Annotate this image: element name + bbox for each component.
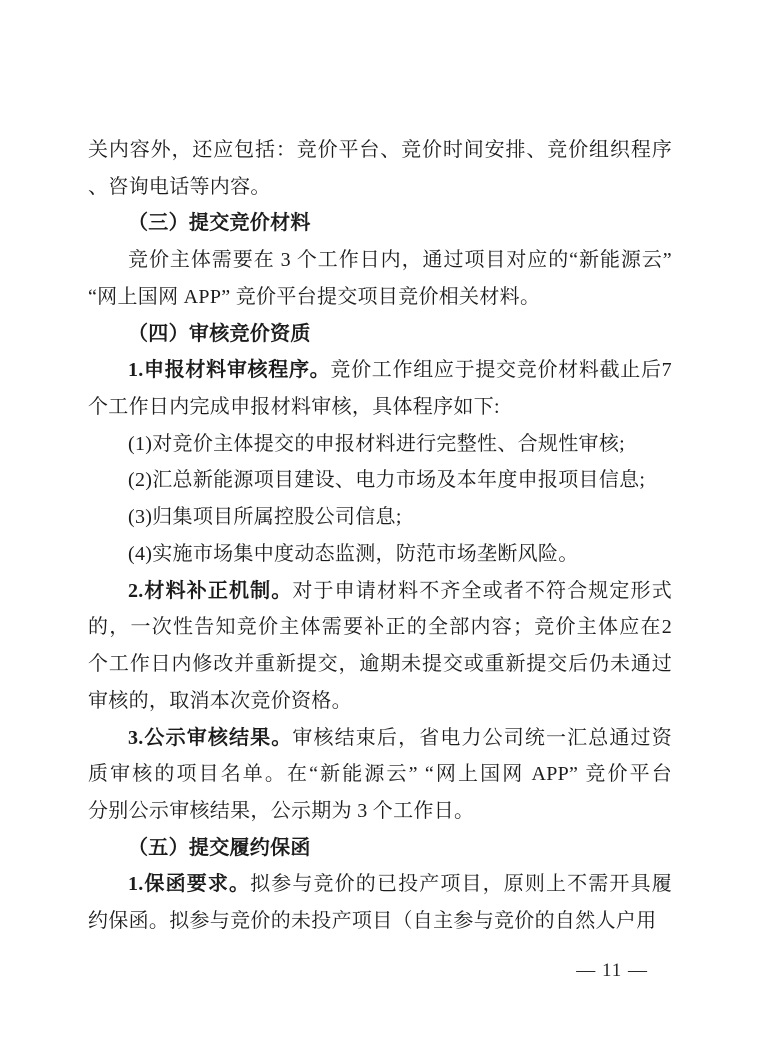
bold-lead: 1.保函要求。 bbox=[128, 873, 251, 896]
line-text: 、咨询电话等内容。 bbox=[88, 175, 271, 198]
list-item-line bbox=[88, 462, 672, 499]
line-text: 对于申请材料不齐全或者不符合规定形式 bbox=[292, 579, 672, 602]
heading-text: （五）提交履约保函 bbox=[128, 836, 311, 859]
page-number: — 11 — bbox=[576, 959, 648, 981]
line-text: 拟参与竞价的已投产项目，原则上不需开具履 bbox=[250, 873, 672, 896]
bold-lead: 3.公示审核结果。 bbox=[128, 726, 293, 749]
line-text: (3)归集项目所属控股公司信息; bbox=[128, 506, 402, 529]
text-line bbox=[88, 279, 672, 316]
line-text: (4)实施市场集中度动态监测，防范市场垄断风险。 bbox=[128, 542, 579, 565]
list-item-line bbox=[88, 426, 672, 463]
line-text: 个工作日内完成申报材料审核，具体程序如下: bbox=[88, 396, 500, 419]
numbered-item-line bbox=[88, 866, 672, 903]
line-text: 的，一次性告知竞价主体需要补正的全部内容；竞价主体应在2 bbox=[88, 616, 672, 639]
text-line bbox=[88, 169, 672, 206]
text-line bbox=[88, 646, 672, 683]
line-text: (1)对竞价主体提交的申报材料进行完整性、合规性审核; bbox=[128, 432, 625, 455]
numbered-item-line bbox=[88, 352, 672, 389]
numbered-item-line bbox=[88, 573, 672, 610]
list-item-line bbox=[88, 536, 672, 573]
text-line bbox=[88, 756, 672, 793]
heading-text: （三）提交竞价材料 bbox=[128, 212, 311, 235]
line-text: 质审核的项目名单。在“新能源云” “网上国网 APP” 竞价平台 bbox=[88, 763, 672, 786]
line-text: 审核结束后，省电力公司统一汇总通过资 bbox=[292, 726, 672, 749]
line-text: “网上国网 APP” 竞价平台提交项目竞价相关材料。 bbox=[88, 285, 541, 308]
bold-lead: 2.材料补正机制。 bbox=[128, 579, 293, 602]
line-text: 关内容外，还应包括：竞价平台、竞价时间安排、竞价组织程序 bbox=[88, 139, 672, 161]
line-text: 约保函。拟参与竞价的未投产项目（自主参与竞价的自然人户用 bbox=[88, 910, 657, 933]
document-body bbox=[88, 132, 672, 982]
line-text: 竞价工作组应于提交竞价材料截止后7 bbox=[330, 359, 672, 382]
heading-text: （四）审核竞价资质 bbox=[128, 322, 311, 345]
text-line bbox=[88, 242, 672, 279]
text-line bbox=[88, 903, 672, 940]
text-line bbox=[88, 389, 672, 426]
heading-section-3 bbox=[88, 205, 672, 242]
heading-section-4 bbox=[88, 316, 672, 353]
list-item-line bbox=[88, 499, 672, 536]
bold-lead: 1.申报材料审核程序。 bbox=[128, 359, 331, 382]
line-text: (2)汇总新能源项目建设、电力市场及本年度申报项目信息; bbox=[128, 469, 646, 492]
line-text: 审核的，取消本次竞价资格。 bbox=[88, 689, 352, 712]
line-text: 竞价主体需要在 3 个工作日内，通过项目对应的“新能源云” bbox=[128, 249, 672, 272]
line-text: 分别公示审核结果，公示期为 3 个工作日。 bbox=[88, 799, 475, 822]
line-text: 个工作日内修改并重新提交，逾期未提交或重新提交后仍未通过 bbox=[88, 653, 672, 676]
text-line bbox=[88, 609, 672, 646]
numbered-item-line bbox=[88, 720, 672, 757]
text-line bbox=[88, 683, 672, 720]
text-line bbox=[88, 132, 672, 169]
text-line bbox=[88, 793, 672, 830]
heading-section-5 bbox=[88, 830, 672, 867]
